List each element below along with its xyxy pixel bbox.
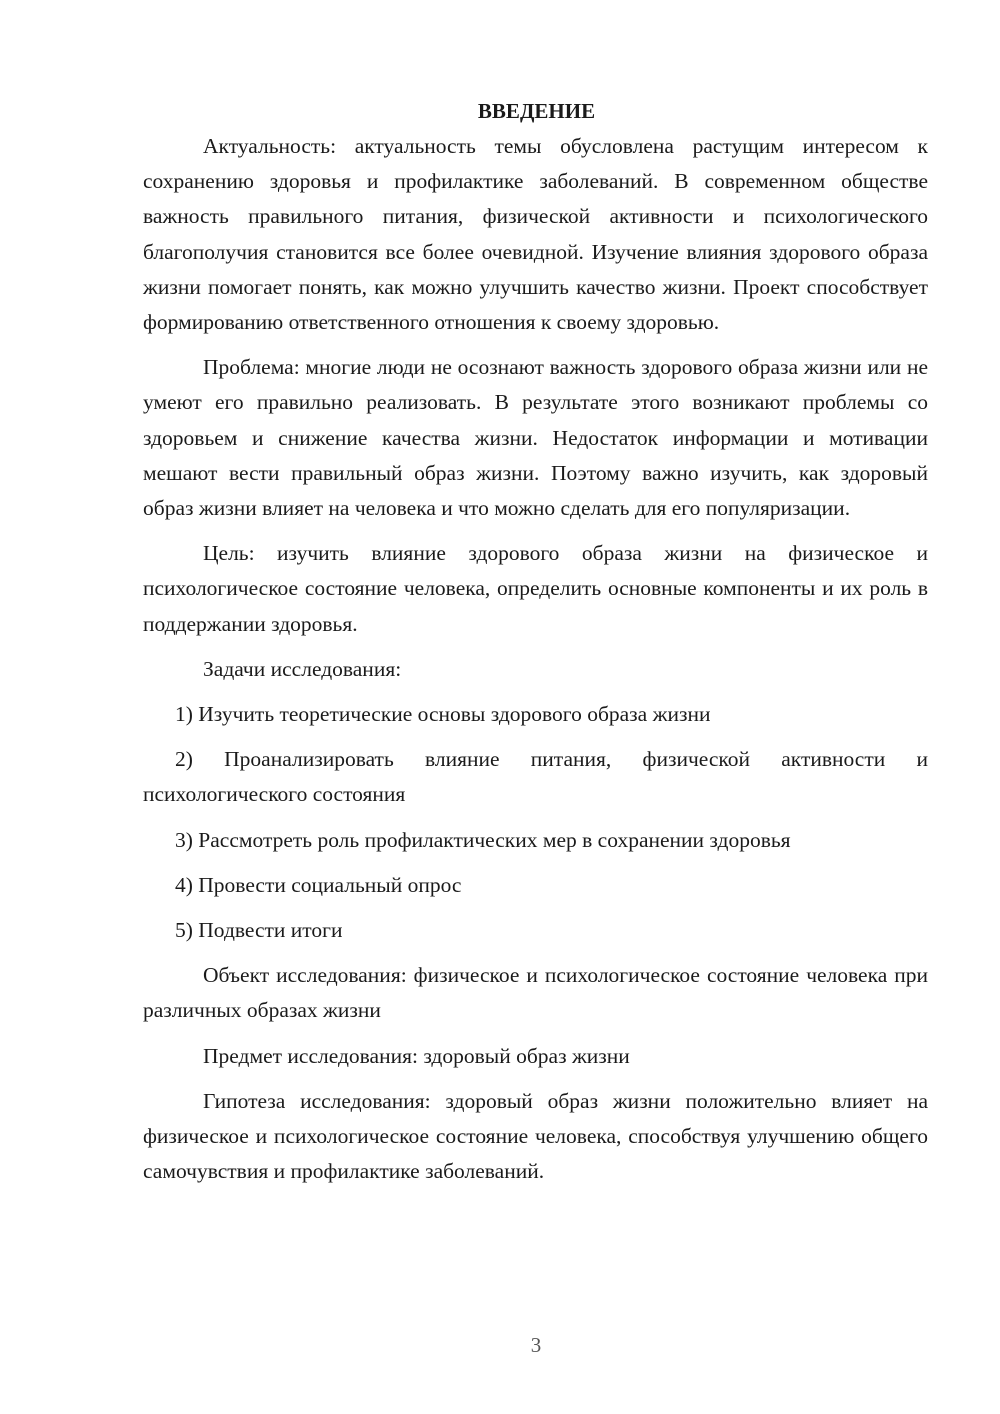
task-item-2: 2) Проанализировать влияние питания, физической активности и психологического состояния xyxy=(143,747,928,807)
paragraph-hypothesis: Гипотеза исследования: здоровый образ жизни положительно влияет на физическое и психологическое состояние человека, способствуя улучшению общего самочувствия и профилактике заболеваний. xyxy=(143,1088,928,1184)
task-item-4: 4) Провести социальный опрос xyxy=(175,872,462,897)
paragraph-object: Объект исследования: физическое и психологическое состояние человека при различных образах жизни xyxy=(143,963,928,1023)
paragraph-goal: Цель: изучить влияние здорового образа жизни на физическое и психологическое состояние человека, определить основные компоненты и их роль в поддержании здоровья. xyxy=(143,541,928,636)
section-title: ВВЕДЕНИЕ xyxy=(477,99,596,123)
paragraph-subject: Предмет исследования: здоровый образ жизни xyxy=(203,1043,630,1068)
page-number: 3 xyxy=(530,1333,542,1357)
paragraph-problem: Проблема: многие люди не осознают важность здорового образа жизни или не умеют его правильно реализовать. В результате этого возникают проблемы со здоровьем и снижение качества жизни. Недостаток информации и мотивации мешают вести правильный образ жизни. Поэтому важно изучить, как здоровый образ жизни влияет на человека и что можно сделать для его популяризации. xyxy=(143,355,928,521)
document-page xyxy=(143,94,928,1189)
task-item-1: 1) Изучить теоретические основы здорового образа жизни xyxy=(175,702,711,727)
task-item-5: 5) Подвести итоги xyxy=(175,918,343,943)
task-item-3: 3) Рассмотреть роль профилактических мер в сохранении здоровья xyxy=(175,827,791,852)
paragraph-relevance: Актуальность: актуальность темы обусловлена растущим интересом к сохранению здоровья и профилактике заболеваний. В современном обществе важность правильного питания, физической активности и психологического благополучия становится все более очевидной. Изучение влияния здорового образа жизни помогает понять, как можно улучшить качество жизни. Проект способствует формированию ответственного отношения к своему здоровью. xyxy=(143,134,928,335)
paragraph-tasks-heading: Задачи исследования: xyxy=(203,656,402,681)
